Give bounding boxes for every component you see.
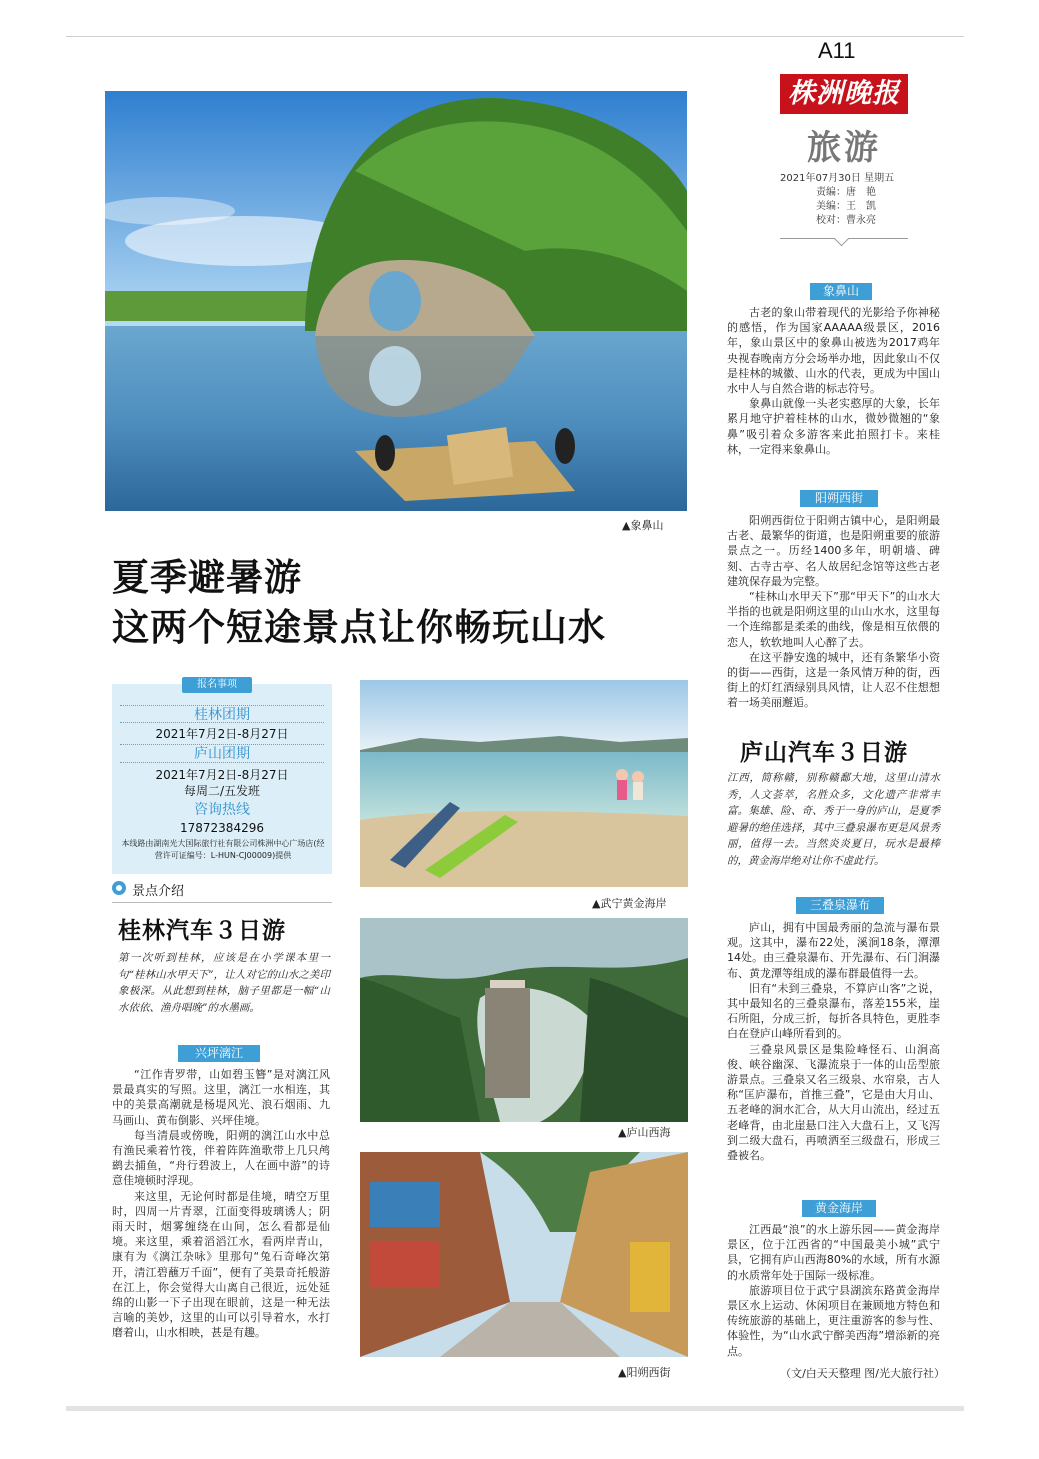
caption-elephant-hill: ▲象鼻山 <box>622 519 664 532</box>
falls-body <box>727 920 940 1163</box>
paragraph: 来这里，无论何时都是佳境，晴空万里时，四周一片青翠，江面变得玻璃诱人；阴雨天时，烟雾缠绕在山间，怎么看都是仙境。来这里，乘着滔滔江水，看两岸青山，康有为《漓江杂咏》里那句“兔石奇峰次第开，清江碧蘸万千面”，便有了美景奇托般游在江上，你会觉得大山离自己很近，远处延绵的山影一下子出现在眼前，这是一种无法言喻的美妙，这里的山可以引导着水，水打磨着山，山水相映，甚是有趣。 <box>112 1189 330 1340</box>
proofreader-credit: 校对：曹永亮 <box>816 215 876 226</box>
caption-lushan: ▲庐山西海 <box>618 1126 671 1139</box>
lushan-schedule-title: 庐山团期 <box>194 746 250 762</box>
coast-body <box>727 1222 940 1359</box>
golden-coast-photo <box>360 680 688 887</box>
paragraph: 庐山，拥有中国最秀丽的急流与瀑布景观。这其中，瀑布22处，溪涧18条，潭潭14处。由三叠泉瀑布、开先瀑布、石门涧瀑布、黄龙潭等组成的瀑布群最值得一去。 <box>727 921 940 980</box>
paragraph: 象鼻山就像一头老实憨厚的大象，长年累月地守护着桂林的山水，微妙微翘的“象鼻”吸引着众多游客来此拍照打卡。来桂林，一定得来象鼻山。 <box>727 397 940 456</box>
paragraph: 阳朔西街位于阳朔古镇中心，是阳朔最古老、最繁华的街道，也是阳朔重要的旅游景点之一。历经1400多年，明朝墙、碑刻、古寺古亭、名人故居纪念馆等这些古老建筑保存最为完整。 <box>727 514 940 588</box>
lushan-schedule-dates: 2021年7月2日-8月27日 <box>155 768 289 782</box>
guilin-schedule-dates: 2021年7月2日-8月27日 <box>155 727 289 741</box>
guilin-title: 桂林汽车３日游 <box>118 918 286 944</box>
west-street-body <box>727 513 940 711</box>
editor-credit: 责编：唐 艳 <box>816 187 876 198</box>
intro-divider <box>112 902 332 903</box>
info-dotted-divider <box>120 722 324 723</box>
paragraph: “江作青罗带，山如碧玉簪”是对漓江风景最真实的写照。这里，漓江一水相连，其中的美景高潮就是杨堤风光、浪石烟雨、九马画山、黄布倒影、兴坪佳境。 <box>112 1068 330 1127</box>
paragraph: 旧有“未到三叠泉，不算庐山客”之说，其中最知名的三叠泉瀑布，落差155米，崖石所阻，分成三折，每折各具特色，更胜李白在登庐山峰所看到的。 <box>727 981 940 1041</box>
paragraph: 三叠泉风景区是集险峰怪石、山涧高俊、峡谷幽深、飞瀑流泉于一体的山岳型旅游景点。三叠泉又名三级泉、水帘泉，古人称“匡庐瀑布，首推三叠”，它是由大月山、五老峰的涧水汇合，从大月山流出，经过五老峰背，由北崖悬口注入大盘石上，又飞泻到二级大盘石，再喷洒至三级盘石，形成三叠被名。 <box>727 1042 940 1163</box>
registration-tag: 报名事项 <box>182 677 252 693</box>
lushan-photo <box>360 918 688 1122</box>
paragraph: 在这平静安逸的城中，还有条繁华小资的街——西街，这是一条风情万种的街，西街上的灯红酒绿别具风情，让人忍不住想想着一场美丽邂逅。 <box>727 650 940 710</box>
paragraph: 旅游项目位于武宁县湖滨东路黄金海岸景区水上运动、休闲项目在兼顾地方特色和传统旅游的基础上，更注重游客的参与性、体验性，为“山水武宁醉美西海”增添新的亮点。 <box>727 1283 940 1358</box>
newspaper-logo: 株洲晚报 <box>780 74 908 114</box>
intro-label: 景点介绍 <box>132 884 185 899</box>
guilin-lead: 第一次听到桂林，应该是在小学课本里一句“桂林山水甲天下”，让人对它的山水之美印象极深。从此想到桂林，脑子里都是一幅“山水依依、渔舟唱晚”的水墨画。 <box>118 952 330 1014</box>
headline-line-2: 这两个短途景点让你畅玩山水 <box>112 606 606 649</box>
designer-credit: 美编：王 凯 <box>816 201 876 212</box>
lushan-lead: 江西，简称赣，别称赣鄱大地，这里山清水秀，人文荟萃，名胜众多，文化遗产非常丰富。集雄、险、奇、秀于一身的庐山，是夏季避暑的绝佳选择，其中三叠泉瀑布更是风景秀丽，值得一去。当然炎炎夏日，玩水是最棒的，黄金海岸绝对让你不虚此行。 <box>727 772 940 867</box>
intro-bullet-icon <box>112 881 126 895</box>
headline-line-1: 夏季避暑游 <box>112 556 302 599</box>
bottom-rule <box>66 1406 964 1411</box>
hotline-title: 咨询热线 <box>194 802 250 818</box>
elephant-body <box>727 305 940 457</box>
paragraph: 古老的象山带着现代的光影给予你神秘的感悟，作为国家AAAAA级景区，2016年，象山景区中的象鼻山被选为2017鸡年央视春晚南方分会场举办地，因此象山不仅是桂林的城徽、山水的代表，更成为中国山水中人与自然合谐的标志符号。 <box>727 306 940 396</box>
tag-xingping-lijiang: 兴坪漓江 <box>178 1045 260 1062</box>
tag-elephant-hill: 象鼻山 <box>810 283 872 300</box>
caption-west-street: ▲阳朔西街 <box>618 1366 671 1379</box>
divider-chevron-icon <box>834 231 850 247</box>
paragraph: 江西最“浪”的水上游乐园——黄金海岸景区，位于江西省的“中国最美小城”武宁县，它拥有庐山西海80%的水域，所有水源的水质常年处于国际一级标准。 <box>727 1223 940 1282</box>
issue-date: 2021年07月30日 星期五 <box>780 173 895 184</box>
departure-days: 每周二/五发班 <box>183 784 261 798</box>
info-dotted-divider <box>120 762 324 763</box>
paragraph: “桂林山水甲天下”那“甲天下”的山水大半指的也就是阳朔这里的山山水水，这里每一个连绵都是柔柔的曲线，像是相互依偎的恋人，软软地叫人心醉了去。 <box>727 590 940 649</box>
tag-golden-coast: 黄金海岸 <box>802 1200 876 1217</box>
guilin-body <box>112 1067 330 1341</box>
article-credit: （文/白天天整理 图/光大旅行社） <box>780 1367 945 1380</box>
caption-golden-coast: ▲武宁黄金海岸 <box>592 897 667 910</box>
west-street-photo <box>360 1152 688 1357</box>
page-number: A11 <box>818 38 856 63</box>
top-rule <box>66 36 964 37</box>
edition-meta <box>780 172 920 228</box>
main-headline <box>112 553 606 653</box>
section-title: 旅游 <box>807 128 881 168</box>
guilin-schedule-title: 桂林团期 <box>194 707 250 723</box>
operator-note: 本线路由湖南光大国际旅行社有限公司株洲中心广场店(经营许可证编号：L-HUN-CJ00009)提供 <box>121 839 325 860</box>
tag-three-falls: 三叠泉瀑布 <box>796 897 884 914</box>
elephant-hill-photo <box>105 91 687 511</box>
lushan-title: 庐山汽车３日游 <box>740 740 908 766</box>
paragraph: 每当清晨或傍晚，阳朔的漓江山水中总有渔民乘着竹筏，伴着阵阵渔歌带上几只鸬鹚去捕鱼，“舟行碧波上，人在画中游”的诗意佳境顿时浮现。 <box>112 1128 330 1188</box>
tag-west-street: 阳朔西街 <box>800 490 878 507</box>
hotline-number: 17872384296 <box>180 821 264 835</box>
